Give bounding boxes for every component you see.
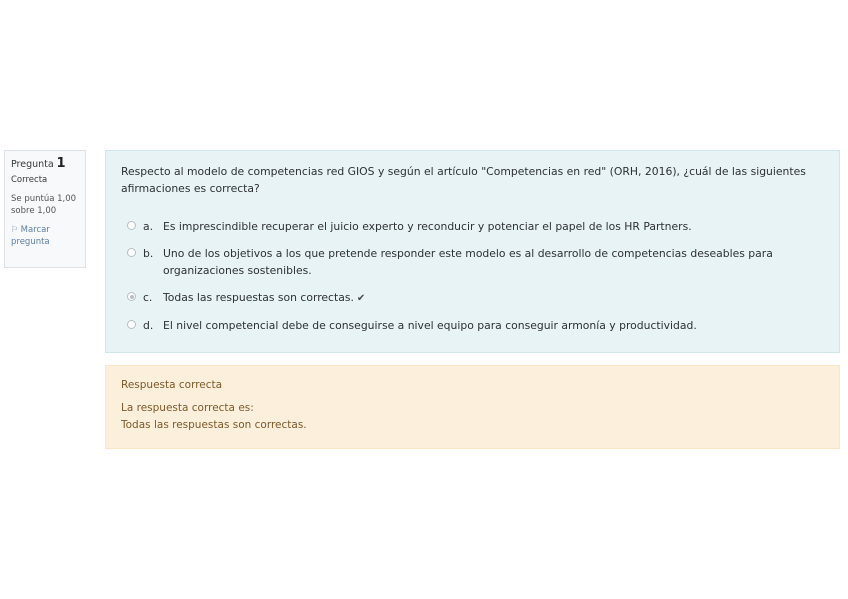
correct-check-icon: ✔ [356,293,366,304]
option-text-c: Todas las respuestas son correctas. [163,291,354,304]
radio-a[interactable] [127,221,136,230]
flag-question-link[interactable] [11,224,79,248]
question-number-heading [11,158,79,171]
feedback-panel [105,365,840,449]
question-number: 1 [56,156,66,171]
question-state: Correcta [11,175,48,185]
option-text-a: Es imprescindible recuperar el juicio experto y reconducir y potenciar el papel de los HR Partners. [163,220,692,233]
option-letter-a: a. [143,220,154,233]
answer-option-d[interactable] [121,317,824,334]
grade-line-1: Se puntúa 1,00 [11,194,77,204]
question-text: Respecto al modelo de competencias red GIOS y según el artículo "Competencias en red" (ORH, 2016), ¿cuál de las siguientes afirmaciones es correcta? [121,165,806,195]
option-letter-d: d. [143,319,154,332]
flag-label-line-2: pregunta [11,237,50,247]
option-letter-c: c. [143,291,153,304]
question-grade [11,193,79,217]
option-letter-b: b. [143,247,154,260]
right-answer-label: La respuesta correcta es: [121,402,254,414]
radio-b[interactable] [127,248,136,257]
option-text-d: El nivel competencial debe de conseguirse a nivel equipo para conseguir armonía y productividad. [163,319,697,332]
flag-label-line-1: Marcar [20,225,50,235]
answer-option-a[interactable] [121,218,824,235]
question-info-panel [4,150,86,268]
grade-line-2: sobre 1,00 [11,206,57,216]
option-text-b: Uno de los objetivos a los que pretende responder este modelo es al desarrollo de competencias deseables para organizaciones sostenibles. [163,247,773,277]
answer-options [121,218,824,334]
question-label: Pregunta [11,159,54,170]
radio-d[interactable] [127,320,136,329]
right-answer-text: Todas las respuestas son correctas. [121,419,307,431]
answer-option-b[interactable] [121,245,824,279]
question-formulation [105,150,840,353]
flag-icon: ⚐ [11,225,19,235]
radio-c[interactable] [127,292,136,301]
answer-option-c[interactable] [121,289,824,307]
feedback-title: Respuesta correcta [121,379,223,391]
right-answer [121,400,824,434]
